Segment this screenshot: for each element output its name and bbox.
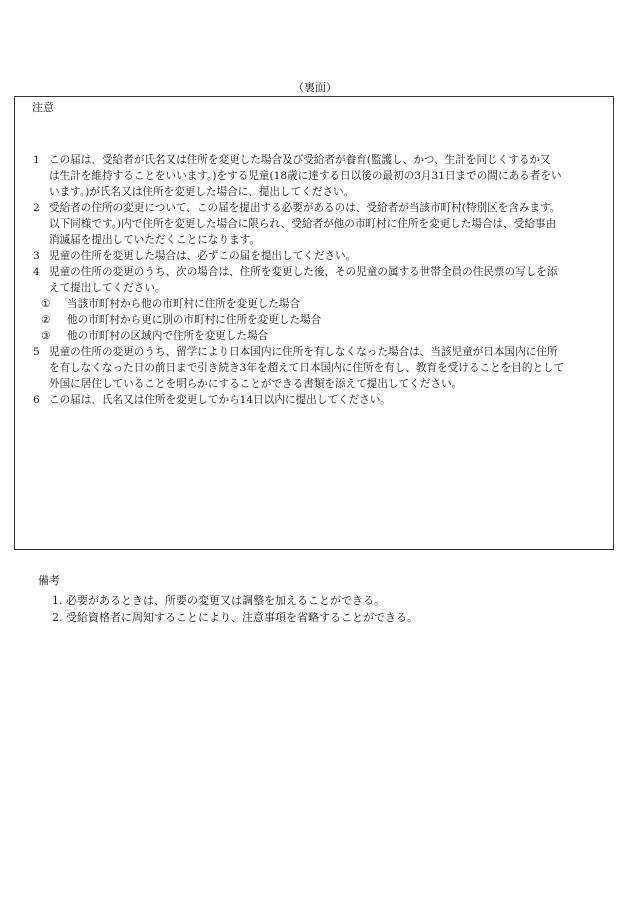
item-text: 受給者の住所の変更について、この届を提出する必要があるのは、受給者が当該市町村(特別区を含みます。 以下同様です。)内で住所を変更した場合に限られ、受給者が他の市町村に住所を変更した場合は、受給事由 消滅届を提出していただくことになります。	[49, 202, 561, 246]
remark-item-1	[38, 592, 598, 609]
remarks-title: 備考	[38, 574, 60, 587]
sub-item-text: 他の市町村から更に別の市町村に住所を変更した場合	[67, 314, 322, 326]
item-number: 2	[33, 202, 40, 214]
remark-text: 受給資格者に周知することにより、注意事項を省略することができる。	[66, 611, 418, 624]
item-number: 5	[33, 346, 40, 358]
notice-item-2	[33, 200, 607, 248]
notice-sub-item-3	[33, 328, 607, 344]
notice-item-3	[33, 248, 607, 264]
sub-item-text: 他の市町村の区域内で住所を変更した場合	[67, 330, 269, 342]
notice-sub-list	[33, 296, 607, 344]
notice-sub-item-2	[33, 312, 607, 328]
notice-item-1	[33, 152, 607, 200]
notice-title: 注意	[32, 101, 54, 114]
item-text: この届は、受給者が氏名又は住所を変更した場合及び受給者が養育(監護し、かつ、生計を同じくするか又 は生計を維持することをいいます。)をする児童(18歳に達する日以後の最初の3月31日までの間にある者をい います。)が氏名又は住所を変更した場合に、提出してください。	[49, 154, 562, 198]
remark-item-2	[38, 609, 598, 626]
item-text: 児童の住所の変更のうち、留学により日本国内に住所を有しなくなった場合は、当該児童が日本国内に住所 を有しなくなった日の前日まで引き続き3年を超えて日本国内に住所を有し、教育を受けることを目的として 外国に居住していることを明らかにすることができる書類を添えて提出してください。	[49, 346, 565, 390]
notice-list	[33, 152, 607, 408]
item-text: 児童の住所の変更のうち、次の場合は、住所を変更した後、その児童の属する世帯全員の住民票の写しを添 えて提出してください。	[49, 266, 558, 294]
notice-item-6	[33, 392, 607, 408]
notice-box	[14, 96, 614, 550]
remark-text: 必要があるときは、所要の変更又は調整を加えることができる。	[66, 594, 385, 607]
item-text: この届は、氏名又は住所を変更してから14日以内に提出してください。	[49, 394, 391, 406]
notice-item-5	[33, 344, 607, 392]
notice-sub-item-1	[33, 296, 607, 312]
item-number: 6	[33, 394, 40, 406]
item-number: 4	[33, 266, 40, 278]
item-number: 3	[33, 250, 40, 262]
remark-number: 1.	[52, 594, 63, 607]
item-number: 1	[33, 154, 40, 166]
sub-item-number: ①	[41, 298, 51, 310]
item-text: 児童の住所を変更した場合は、必ずこの届を提出してください。	[49, 250, 357, 262]
sub-item-number: ②	[41, 314, 51, 326]
sub-item-number: ③	[41, 330, 51, 342]
remark-number: 2.	[52, 611, 63, 624]
remarks-section	[38, 572, 598, 626]
sub-item-text: 当該市町村から他の市町村に住所を変更した場合	[67, 298, 301, 310]
notice-item-4	[33, 264, 607, 296]
page-side-label: （裏面）	[293, 81, 337, 94]
